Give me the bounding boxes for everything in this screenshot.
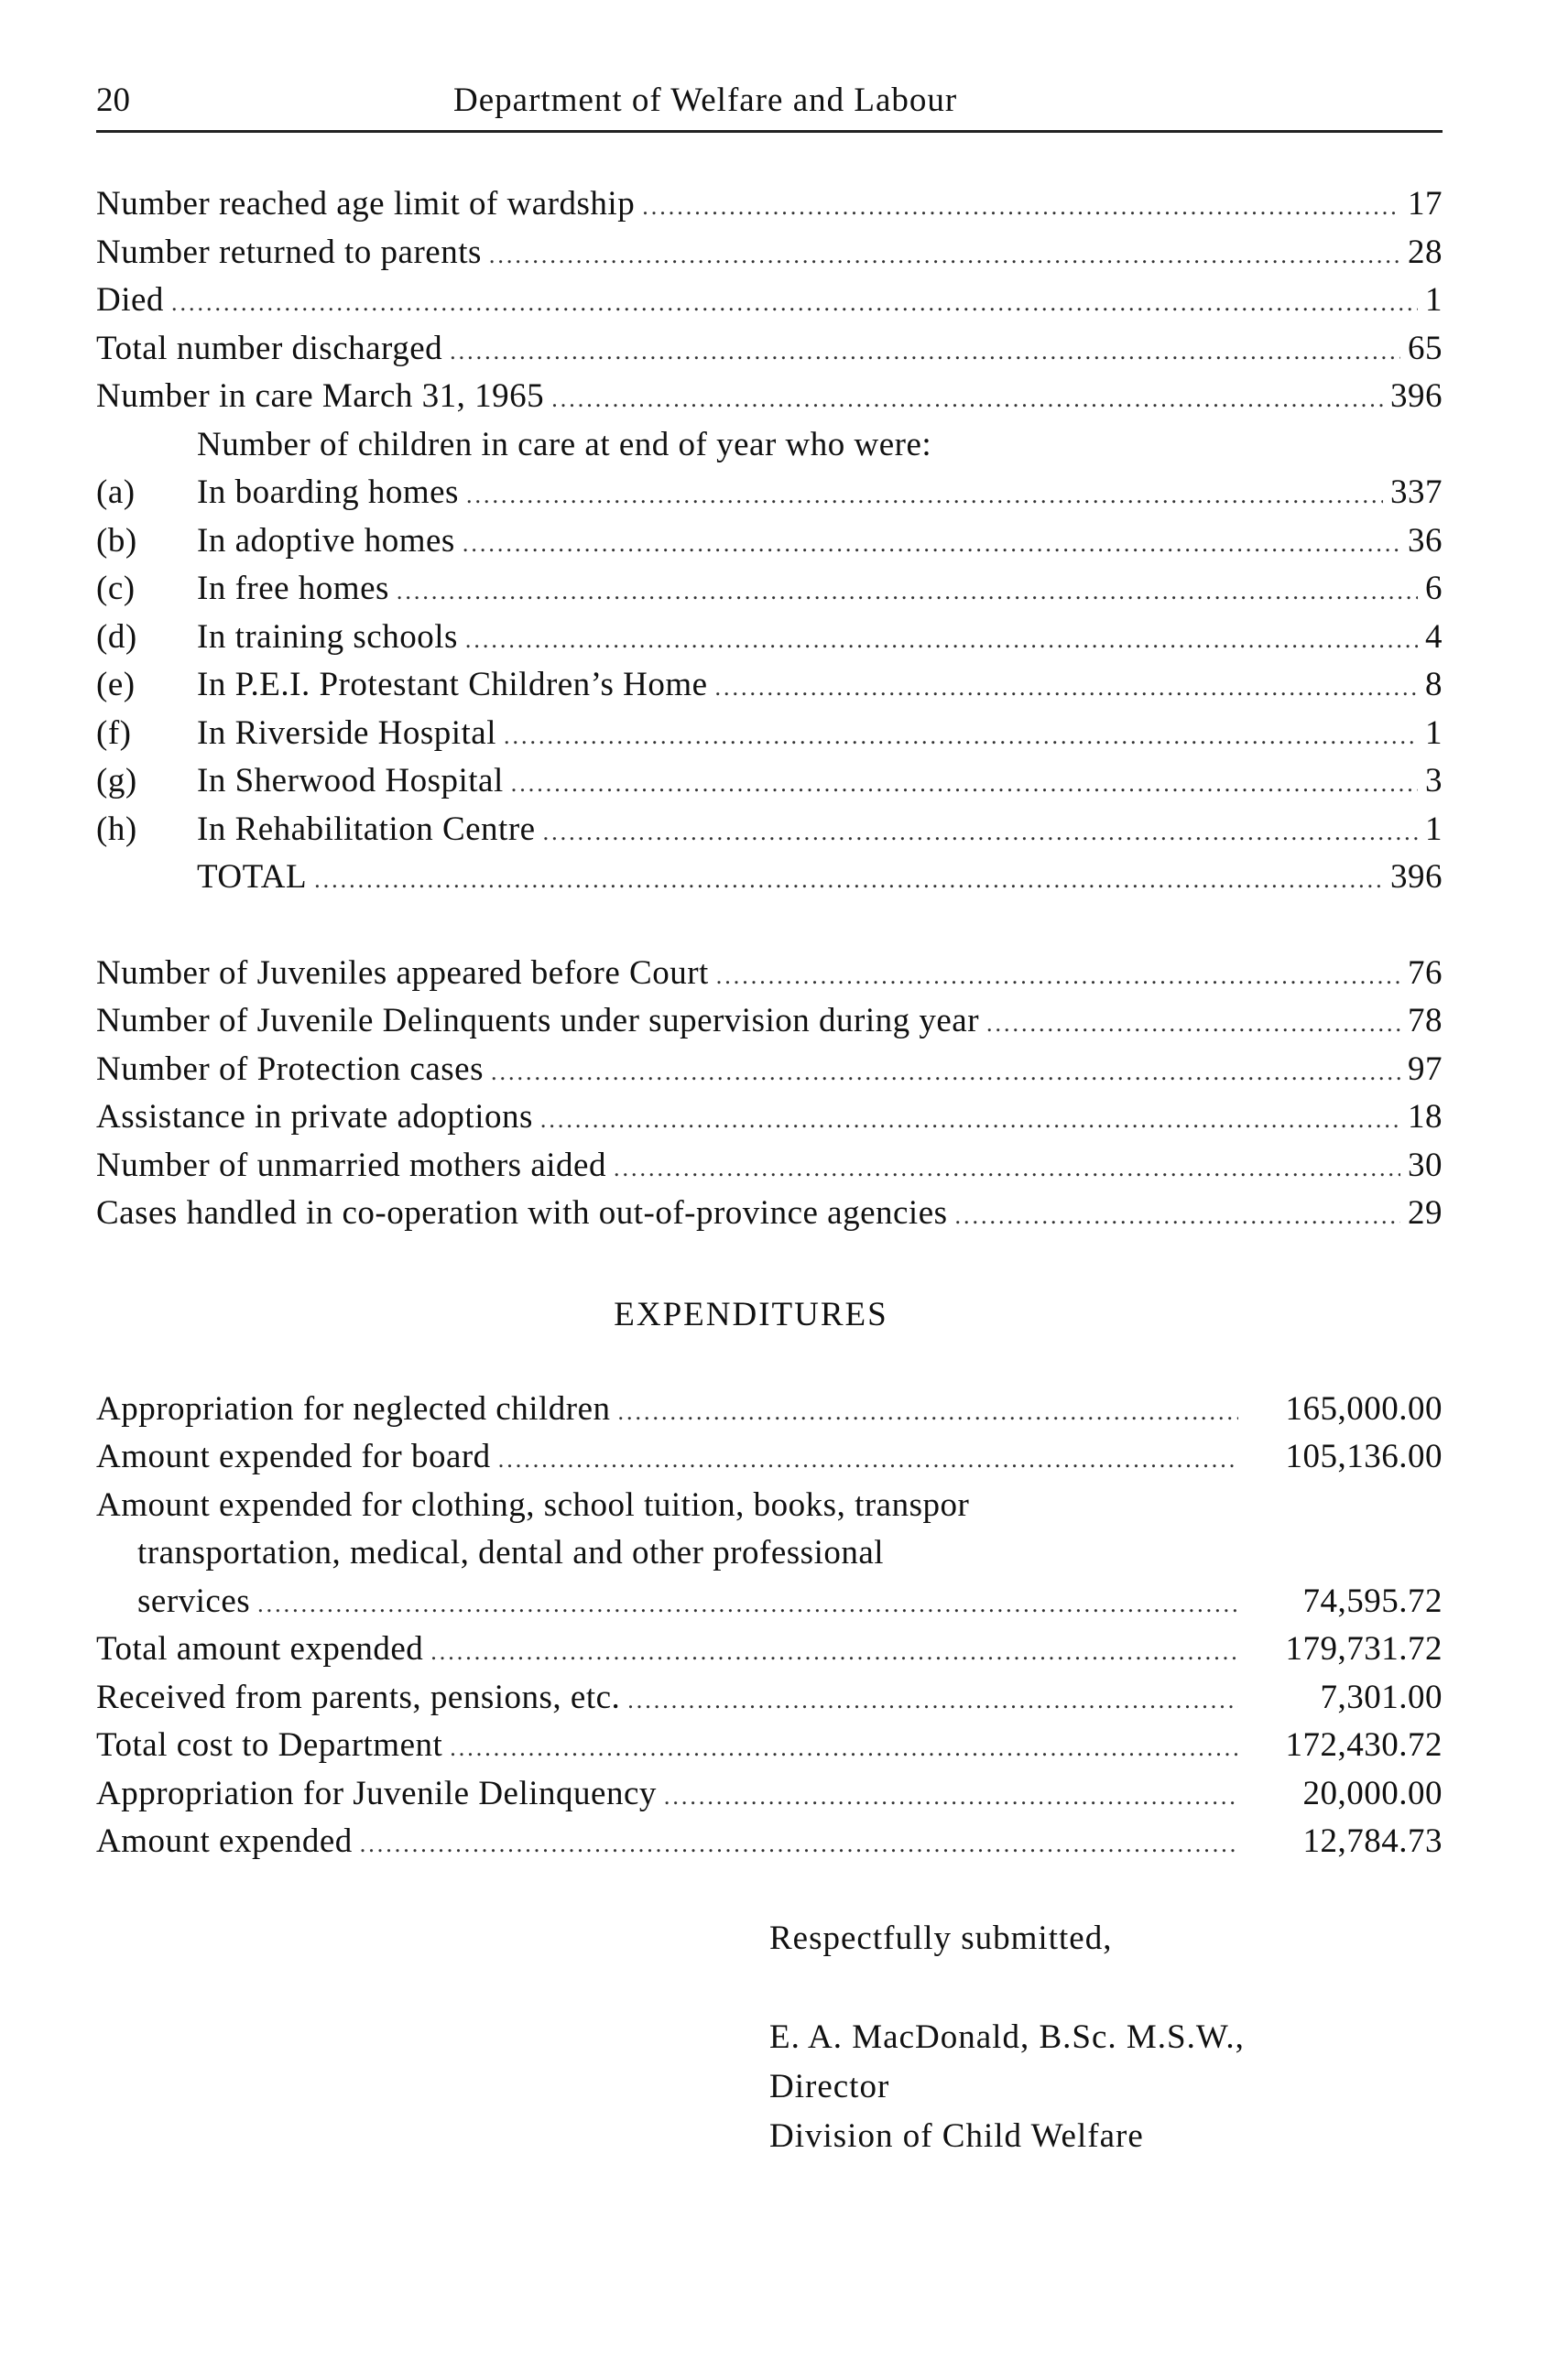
stat-value: 17: [1408, 185, 1443, 223]
wardship-statistics: [96, 180, 1443, 902]
care-label: In training schools: [197, 617, 458, 656]
item-letter: (h): [96, 810, 137, 848]
stat-row: [96, 180, 1443, 229]
expense-label-continued: services: [137, 1582, 251, 1620]
stat-row: [96, 1142, 1443, 1191]
expense-row-multiline-line1: [96, 1482, 1443, 1530]
expenditures-table: [96, 1386, 1443, 1866]
expense-value: 20,000.00: [1302, 1774, 1443, 1812]
stat-label: Number of Juveniles appeared before Court: [96, 953, 709, 992]
stat-value: 1: [1425, 281, 1443, 319]
expense-label: Amount expended for clothing, school tuition, books, transpor: [96, 1485, 970, 1524]
stat-row: [96, 229, 1443, 277]
care-label: In P.E.I. Protestant Children’s Home: [197, 666, 708, 703]
dot-leader: [257, 1581, 1238, 1629]
dot-leader: [397, 568, 1418, 616]
page-number: 20: [96, 82, 130, 119]
dot-leader: [551, 375, 1383, 424]
expense-value: 172,430.72: [1285, 1726, 1443, 1764]
expense-value: 12,784.73: [1302, 1822, 1443, 1860]
care-value: 8: [1425, 666, 1443, 703]
expense-row: [96, 1578, 1443, 1626]
care-row: [96, 661, 1443, 710]
stat-row: [96, 1190, 1443, 1238]
item-letter: (e): [96, 666, 136, 703]
stat-label: Number reached age limit of wardship: [96, 185, 636, 223]
dot-leader: [504, 712, 1418, 761]
dot-leader: [955, 1192, 1400, 1241]
care-heading-text: Number of children in care at end of year who were:: [197, 425, 932, 463]
care-value: 4: [1425, 617, 1443, 656]
expense-value: 74,595.72: [1302, 1582, 1443, 1620]
expense-row: [96, 1674, 1443, 1723]
dot-leader: [465, 616, 1418, 665]
dot-leader: [171, 279, 1418, 328]
dot-leader: [511, 760, 1418, 809]
care-value: 1: [1425, 713, 1443, 752]
expense-label: Received from parents, pensions, etc.: [96, 1678, 621, 1716]
expense-value: 179,731.72: [1285, 1630, 1443, 1668]
item-letter: (c): [96, 570, 136, 607]
care-row: [96, 614, 1443, 662]
stat-label: Number returned to parents: [96, 233, 482, 271]
care-label: In adoptive homes: [197, 521, 455, 560]
stat-value: 76: [1408, 953, 1443, 992]
item-letter: (g): [96, 762, 137, 799]
signatory-division: Division of Child Welfare: [769, 2117, 1144, 2155]
stat-label: Number of Protection cases: [96, 1050, 484, 1088]
expense-row: [96, 1433, 1443, 1482]
dot-leader: [642, 183, 1400, 232]
expense-row: [96, 1770, 1443, 1819]
dot-leader: [314, 856, 1383, 905]
expenditures-heading: EXPENDITURES: [614, 1295, 888, 1333]
care-heading: [96, 421, 1443, 470]
stat-value: 78: [1408, 1002, 1443, 1039]
dot-leader: [360, 1821, 1238, 1869]
signatory-position: Director: [769, 2068, 890, 2105]
expense-label: Appropriation for Juvenile Delinquency: [96, 1774, 657, 1812]
stat-row: [96, 950, 1443, 998]
report-page: [96, 73, 1443, 1866]
dot-leader: [540, 1096, 1400, 1145]
dot-leader: [664, 1773, 1238, 1822]
stat-value: 28: [1408, 233, 1443, 271]
dot-leader: [450, 328, 1400, 376]
expense-value: 165,000.00: [1285, 1389, 1443, 1428]
stat-row: [96, 325, 1443, 374]
dot-leader: [498, 1436, 1238, 1485]
stat-row: [96, 277, 1443, 325]
stat-label: Cases handled in co-operation with out-of-province agencies: [96, 1194, 948, 1232]
dot-leader: [614, 1145, 1400, 1193]
care-value: 337: [1390, 473, 1443, 511]
stat-value: 29: [1408, 1194, 1443, 1232]
dot-leader: [466, 472, 1383, 520]
expense-label-continued: transportation, medical, dental and other professional: [137, 1534, 885, 1572]
dot-leader: [715, 664, 1418, 712]
item-letter: (d): [96, 617, 137, 656]
expense-row: [96, 1626, 1443, 1674]
care-row: [96, 806, 1443, 854]
stat-label: Total number discharged: [96, 329, 443, 367]
stat-label: Number of Juvenile Delinquents under supervision during year: [96, 1002, 980, 1039]
dot-leader: [463, 520, 1400, 569]
expense-label: Amount expended for board: [96, 1438, 491, 1475]
expense-value: 7,301.00: [1320, 1678, 1443, 1716]
stat-label: Number of unmarried mothers aided: [96, 1146, 606, 1184]
care-value: 1: [1425, 810, 1443, 848]
care-value: 3: [1425, 762, 1443, 799]
expense-row: [96, 1386, 1443, 1434]
dot-leader: [491, 1049, 1400, 1097]
item-letter: (f): [96, 713, 132, 752]
page-header: [96, 73, 1443, 133]
care-value: 36: [1408, 521, 1443, 560]
stat-label: Number in care March 31, 1965: [96, 377, 545, 415]
stat-value: 65: [1408, 329, 1443, 367]
care-row: [96, 517, 1443, 566]
expense-label: Total amount expended: [96, 1630, 424, 1668]
care-row: [96, 757, 1443, 806]
closing-line: Respectfully submitted,: [769, 1920, 1113, 1957]
dot-leader: [716, 952, 1400, 1001]
care-row: [96, 469, 1443, 517]
dot-leader: [986, 1000, 1400, 1049]
care-label: In boarding homes: [197, 473, 459, 511]
dot-leader: [430, 1628, 1238, 1677]
dot-leader: [543, 809, 1418, 857]
dot-leader: [627, 1677, 1238, 1725]
signatory-name: E. A. MacDonald, B.Sc. M.S.W.,: [769, 2018, 1245, 2056]
expense-value: 105,136.00: [1285, 1438, 1443, 1475]
running-title: Department of Welfare and Labour: [453, 82, 958, 119]
signature-block: [769, 1914, 1245, 2161]
stat-value: 396: [1390, 377, 1443, 415]
stat-value: 18: [1408, 1098, 1443, 1136]
care-label: In free homes: [197, 570, 389, 607]
item-letter: (b): [96, 521, 137, 560]
stat-label: Died: [96, 281, 164, 319]
care-label: In Sherwood Hospital: [197, 762, 504, 799]
care-total-row: [96, 854, 1443, 902]
care-total-value: 396: [1390, 858, 1443, 896]
care-row: [96, 710, 1443, 758]
dot-leader: [450, 1724, 1238, 1773]
care-label: In Riverside Hospital: [197, 713, 497, 752]
stat-row: [96, 1093, 1443, 1142]
stat-row: [96, 1046, 1443, 1094]
stat-row: [96, 997, 1443, 1046]
expense-row-multiline-line2: [96, 1529, 1443, 1578]
care-label: In Rehabilitation Centre: [197, 810, 536, 848]
item-letter: (a): [96, 473, 136, 511]
dot-leader: [618, 1388, 1239, 1437]
stat-value: 97: [1408, 1050, 1443, 1088]
care-row: [96, 565, 1443, 614]
expense-row: [96, 1818, 1443, 1866]
expense-row: [96, 1722, 1443, 1770]
expense-label: Amount expended: [96, 1822, 353, 1860]
stat-value: 30: [1408, 1146, 1443, 1184]
stat-label: Assistance in private adoptions: [96, 1098, 533, 1136]
stat-row: [96, 373, 1443, 421]
dot-leader: [489, 232, 1400, 280]
care-value: 6: [1425, 570, 1443, 607]
expense-label: Total cost to Department: [96, 1726, 443, 1764]
care-total-label: TOTAL: [197, 858, 308, 896]
juvenile-statistics: [96, 950, 1443, 1238]
expense-label: Appropriation for neglected children: [96, 1389, 611, 1428]
